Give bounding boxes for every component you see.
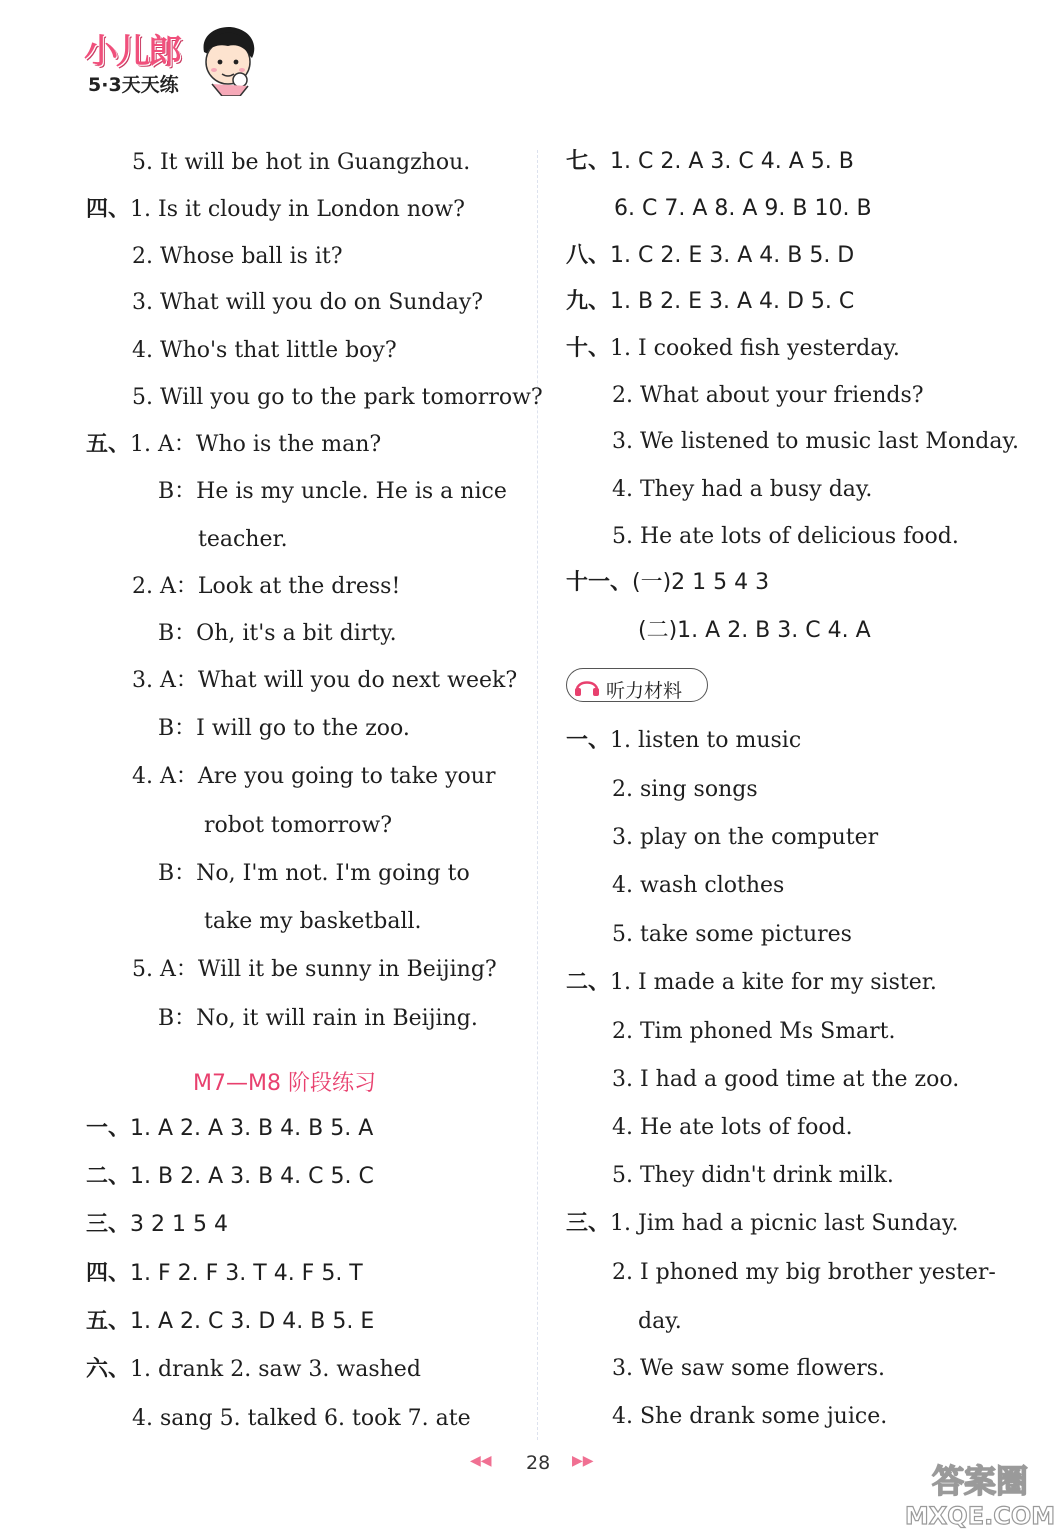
watermark-logo: [905, 1458, 1055, 1530]
section-marker: 十、: [566, 336, 611, 361]
prev-page-icon[interactable]: ◀◀: [470, 1453, 492, 1469]
listening-line: 4. wash clothes: [612, 873, 785, 898]
left-line: take my basketball.: [204, 909, 422, 934]
answer-line: 九、1. B 2. E 3. A 4. D 5. C: [566, 289, 855, 314]
brand-name: 小儿郎: [84, 32, 180, 72]
listening-line: 4. He ate lots of food.: [612, 1115, 853, 1140]
left-line: B：No, I'm not. I'm going to: [158, 861, 470, 886]
answer-line: 三、3 2 1 5 4: [86, 1212, 228, 1237]
answer-line: 十、1. I cooked fish yesterday.: [566, 336, 900, 361]
cartoon-boy-icon: [192, 22, 262, 96]
listening-line: 3. play on the computer: [612, 825, 879, 850]
left-line: B：No, it will rain in Beijing.: [158, 1006, 478, 1031]
left-line: 2. A：Look at the dress!: [132, 574, 401, 599]
listening-label: 听力材料: [606, 680, 683, 702]
section-marker: 七、: [566, 149, 611, 174]
listening-line: 3. I had a good time at the zoo.: [612, 1067, 960, 1092]
left-line: 5. A：Will it be sunny in Beijing?: [132, 957, 497, 982]
answer-line: 二、1. B 2. A 3. B 4. C 5. C: [86, 1164, 374, 1189]
section-marker: 四、: [86, 197, 131, 222]
section-marker: 一、: [566, 728, 611, 753]
listening-line: day.: [638, 1309, 682, 1334]
answer-line: 3. We listened to music last Monday.: [612, 429, 1019, 454]
listening-line: 3. We saw some flowers.: [612, 1356, 886, 1381]
left-line: 3. A：What will you do next week?: [132, 668, 518, 693]
section-marker: 一、: [86, 1116, 131, 1141]
left-line: B：He is my uncle. He is a nice: [158, 479, 507, 504]
page-number: 28: [526, 1452, 551, 1474]
answer-line: (二)1. A 2. B 3. C 4. A: [638, 618, 871, 643]
left-line: B：Oh, it's a bit dirty.: [158, 621, 397, 646]
column-divider: [537, 150, 538, 1440]
answer-line: 六、1. drank 2. saw 3. washed: [86, 1357, 421, 1382]
listening-line: 一、1. listen to music: [566, 728, 802, 753]
section-marker: 十一、: [566, 570, 633, 595]
left-line: 4. Who's that little boy?: [132, 338, 397, 363]
left-line: 3. What will you do on Sunday?: [132, 290, 484, 315]
left-line: 5. Will you go to the park tomorrow?: [132, 385, 543, 410]
watermark-bottom: MXQE.COM: [905, 1502, 1055, 1530]
answer-line: 七、1. C 2. A 3. C 4. A 5. B: [566, 149, 854, 174]
listening-line: 4. She drank some juice.: [612, 1404, 888, 1429]
answer-line: 4. sang 5. talked 6. took 7. ate: [132, 1406, 471, 1431]
listening-line: 2. I phoned my big brother yester-: [612, 1260, 996, 1285]
answer-line: 6. C 7. A 8. A 9. B 10. B: [614, 196, 872, 221]
section-marker: 五、: [86, 432, 131, 457]
section-marker: 二、: [566, 970, 611, 995]
section-title: M7—M8 阶段练习: [193, 1071, 376, 1096]
section-marker: 三、: [86, 1212, 131, 1237]
section-marker: 九、: [566, 289, 611, 314]
left-line: teacher.: [198, 527, 288, 552]
listening-line: 5. They didn't drink milk.: [612, 1163, 894, 1188]
brand-logo: [70, 22, 270, 102]
left-line: 五、1. A：Who is the man?: [86, 432, 382, 457]
answer-line: 八、1. C 2. E 3. A 4. B 5. D: [566, 243, 855, 268]
section-marker: 五、: [86, 1309, 131, 1334]
answer-line: 五、1. A 2. C 3. D 4. B 5. E: [86, 1309, 375, 1334]
answer-line: 2. What about your friends?: [612, 383, 924, 408]
answer-line: 十一、(一)2 1 5 4 3: [566, 570, 770, 595]
left-line: B：I will go to the zoo.: [158, 716, 410, 741]
answer-line: 四、1. F 2. F 3. T 4. F 5. T: [86, 1261, 363, 1286]
listening-line: 2. sing songs: [612, 777, 758, 802]
section-marker: 二、: [86, 1164, 131, 1189]
section-marker: 六、: [86, 1357, 131, 1382]
listening-line: 三、1. Jim had a picnic last Sunday.: [566, 1211, 959, 1236]
left-line: robot tomorrow?: [204, 813, 393, 838]
section-marker: 八、: [566, 243, 611, 268]
listening-line: 2. Tim phoned Ms Smart.: [612, 1019, 896, 1044]
next-page-icon[interactable]: ▶▶: [572, 1453, 594, 1469]
listening-line: 二、1. I made a kite for my sister.: [566, 970, 937, 995]
left-line: 4. A：Are you going to take your: [132, 764, 496, 789]
answer-line: 5. He ate lots of delicious food.: [612, 524, 959, 549]
section-marker: 三、: [566, 1211, 611, 1236]
headphones-icon: [574, 674, 600, 698]
left-line: 2. Whose ball is it?: [132, 244, 343, 269]
left-line: 四、1. Is it cloudy in London now?: [86, 197, 465, 222]
brand-subtitle: 5·3天天练: [88, 74, 179, 96]
left-line: 5. It will be hot in Guangzhou.: [132, 150, 471, 175]
listening-line: 5. take some pictures: [612, 922, 852, 947]
answer-line: 一、1. A 2. A 3. B 4. B 5. A: [86, 1116, 374, 1141]
watermark-top: 答案圈: [931, 1462, 1029, 1500]
answer-line: 4. They had a busy day.: [612, 477, 873, 502]
section-marker: 四、: [86, 1261, 131, 1286]
